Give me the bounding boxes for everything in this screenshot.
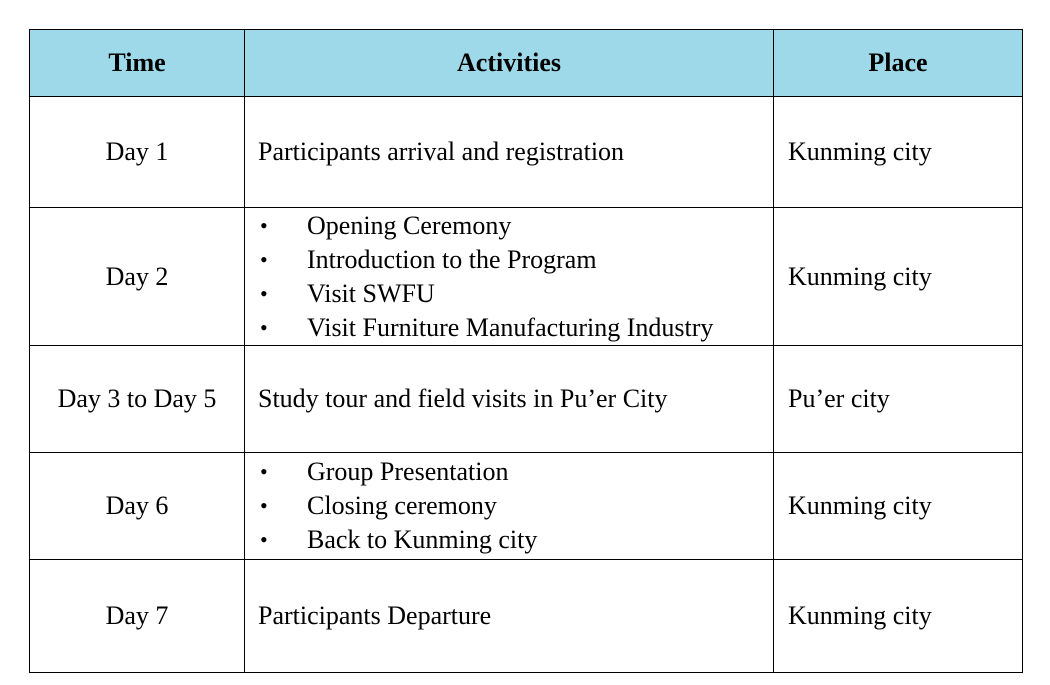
activity-text: Back to Kunming city [307,525,538,554]
header-place: Place [774,30,1023,97]
place-cell: Kunming city [774,97,1023,208]
list-item [258,277,773,311]
time-cell: Day 3 to Day 5 [30,346,245,453]
list-item [258,243,773,277]
activity-cell [245,453,774,560]
list-item [258,523,773,557]
table-row [30,97,1023,208]
table-row [30,453,1023,560]
header-time: Time [30,30,245,97]
activity-text: Introduction to the Program [307,244,597,274]
bullet-icon: • [260,280,268,306]
bullet-icon: • [260,459,268,484]
activity-cell: Participants arrival and registration [245,97,774,208]
list-item [258,209,773,243]
activity-text: Group Presentation [307,457,509,486]
table-row [30,208,1023,346]
place-cell: Kunming city [774,208,1023,346]
activity-text: Closing ceremony [307,491,497,520]
time-cell: Day 1 [30,97,245,208]
bullet-icon: • [260,212,268,238]
time-cell: Day 2 [30,208,245,346]
header-activities: Activities [245,30,774,97]
place-cell: Kunming city [774,560,1023,673]
activity-text: Visit SWFU [307,278,435,308]
time-cell: Day 6 [30,453,245,560]
activity-cell: Participants Departure [245,560,774,673]
table-header-row [30,30,1023,97]
activity-list [258,455,773,557]
list-item [258,311,773,345]
list-item [258,455,773,489]
place-cell: Pu’er city [774,346,1023,453]
time-cell: Day 7 [30,560,245,673]
bullet-icon: • [260,246,268,272]
activity-list [258,209,773,345]
activity-text: Visit Furniture Manufacturing Industry [307,312,714,342]
activity-cell: Study tour and field visits in Pu’er City [245,346,774,453]
table-row [30,560,1023,673]
bullet-icon: • [260,527,268,552]
table-row [30,346,1023,453]
activity-text: Opening Ceremony [307,210,512,240]
list-item [258,489,773,523]
schedule-table [29,29,1023,673]
place-cell: Kunming city [774,453,1023,560]
bullet-icon: • [260,493,268,518]
bullet-icon: • [260,314,268,340]
activity-cell [245,208,774,346]
